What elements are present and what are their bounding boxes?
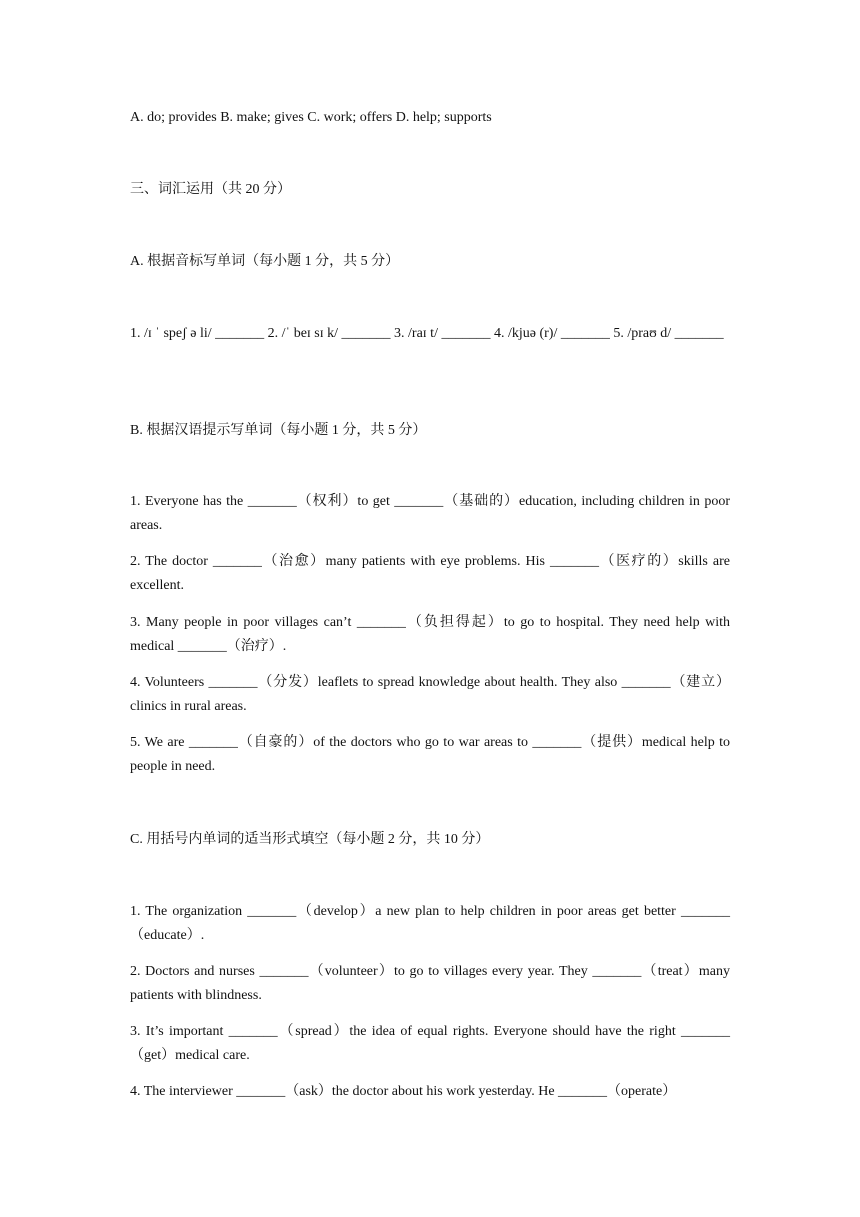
part-b-item-3: 3. Many people in poor villages can’t _______（负担得起）to go to hospital. They need help with medical _______（治疗）. (130, 615, 730, 654)
part-c-item-3: 3. It’s important _______（spread）the idea of equal rights. Everyone should have the right _______（get）medical care. (130, 1024, 730, 1063)
part-b-heading: B. 根据汉语提示写单词（每小题 1 分，共 5 分） (130, 423, 427, 438)
part-c-item-1: 1. The organization _______（develop）a new plan to help children in poor areas get better _______（educate）. (130, 904, 730, 943)
part-c-heading: C. 用括号内单词的适当形式填空（每小题 2 分，共 10 分） (130, 832, 490, 847)
part-c-item-4: 4. The interviewer _______（ask）the doctor about his work yesterday. He _______（operate） (130, 1084, 677, 1099)
part-a-heading: A. 根据音标写单词（每小题 1 分，共 5 分） (130, 254, 400, 269)
part-b-item-4: 4. Volunteers _______（分发）leaflets to spread knowledge about health. They also _______（建立）clinics in rural areas. (130, 675, 730, 714)
options-line: A. do; provides B. make; gives C. work; offers D. help; supports (130, 110, 492, 125)
part-a-items: 1. /ɪ ˈ speʃ ə li/ _______ 2. /ˈ beɪ sɪ k/ _______ 3. /raɪ t/ _______ 4. /kjuə (r)/ _______ 5. /praʊ d/ _______ (130, 326, 724, 341)
part-b-item-5: 5. We are _______（自豪的）of the doctors who go to war areas to _______（提供）medical help to people in need. (130, 735, 730, 774)
part-c-item-2: 2. Doctors and nurses _______（volunteer）to go to villages every year. They _______（treat）many patients with blindness. (130, 964, 730, 1003)
part-b-item-2: 2. The doctor _______（治愈）many patients with eye problems. His _______（医疗的）skills are excellent. (130, 554, 730, 593)
part-b-item-1: 1. Everyone has the _______（权利）to get _______（基础的）education, including children in poor areas. (130, 494, 730, 533)
section-heading: 三、词汇运用（共 20 分） (130, 182, 291, 197)
